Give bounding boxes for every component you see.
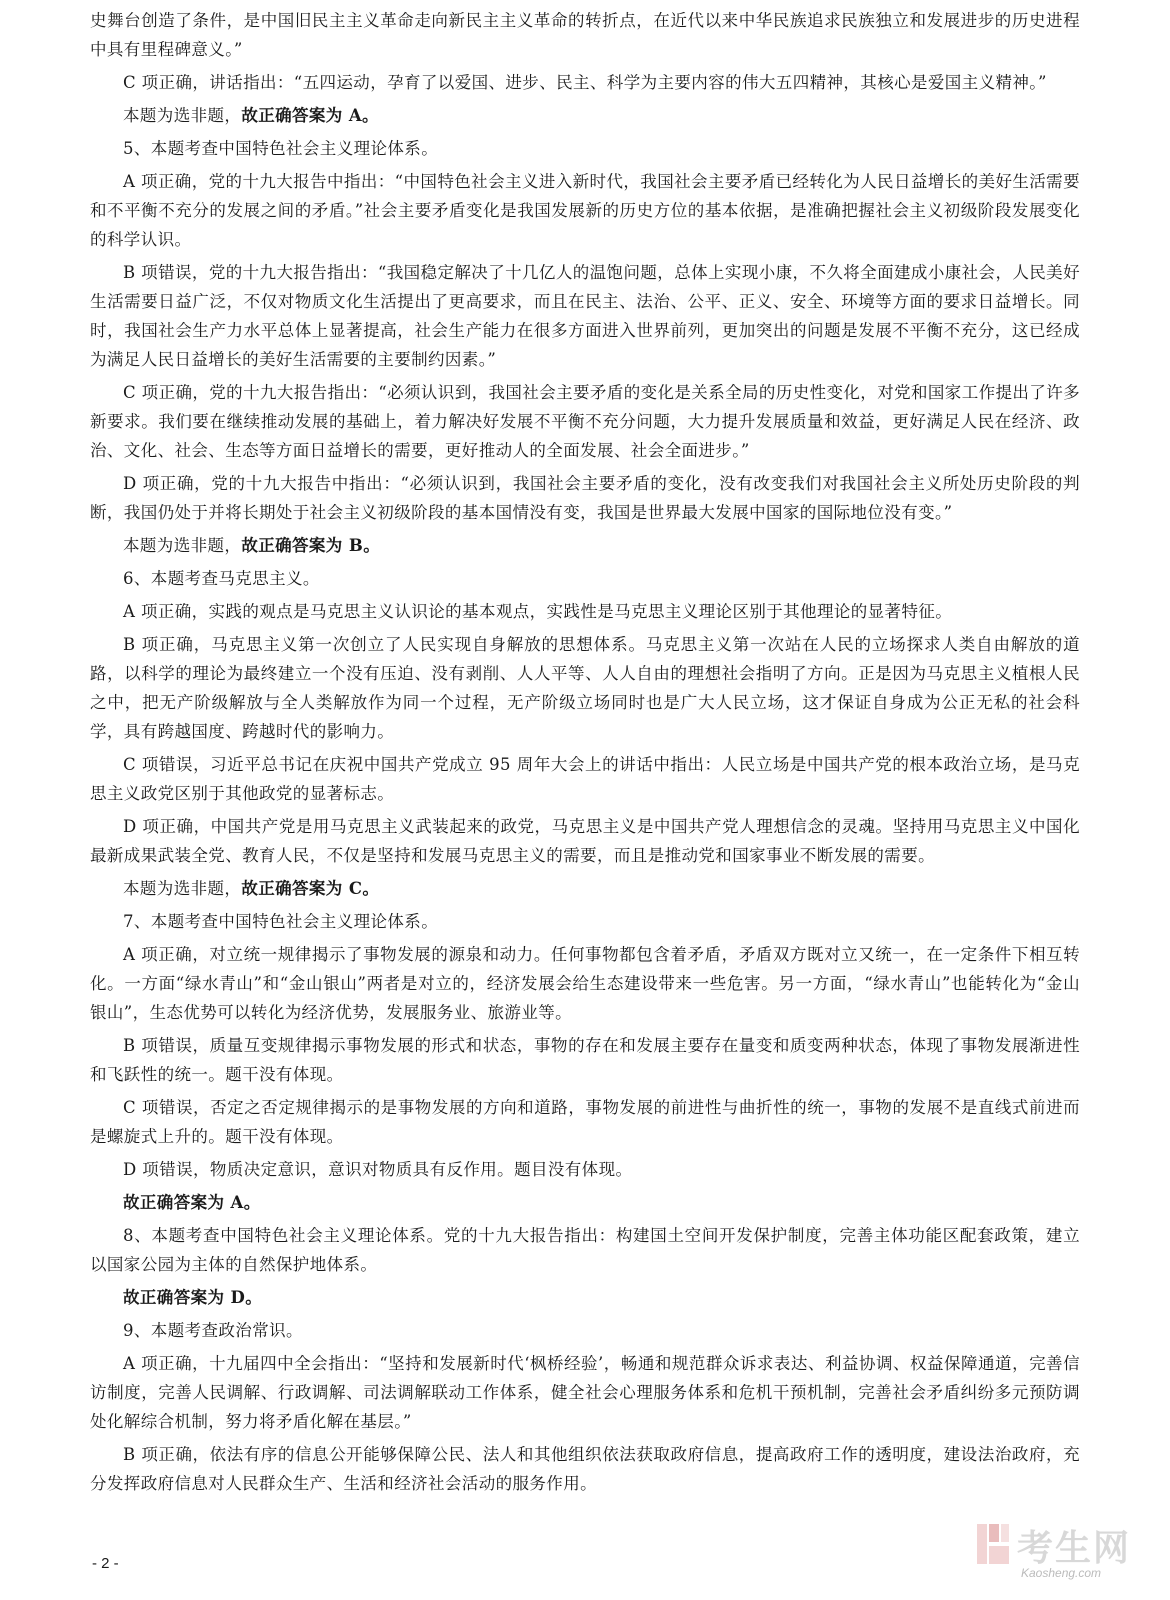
paragraph: [90, 1155, 1080, 1184]
paragraph-text: C 项正确，党的十九大报告指出：“必须认识到，我国社会主要矛盾的变化是关系全局的历史性变化，对党和国家工作提出了许多新要求。我们要在继续推动发展的基础上，着力解决好发展不平衡不充分问题，大力提升发展质量和效益，更好满足人民在经济、政治、文化、社会、生态等方面日益增长的需要，更好推动人的全面发展、社会全面进步。”: [90, 383, 1081, 460]
paragraph-text: C 项正确，讲话指出：“五四运动，孕育了以爱国、进步、民主、科学为主要内容的伟大五四精神，其核心是爱国主义精神。”: [123, 73, 1047, 92]
paragraph: [90, 874, 1080, 903]
paragraph-text: B 项正确，马克思主义第一次创立了人民实现自身解放的思想体系。马克思主义第一次站在人民的立场探求人类自由解放的道路，以科学的理论为最终建立一个没有压迫、没有剥削、人人平等、人人自由的理想社会指明了方向。正是因为马克思主义植根人民之中，把无产阶级解放与全人类解放作为同一个过程，无产阶级立场同时也是广大人民立场，这才保证自身成为公正无私的社会科学，具有跨越国度、跨越时代的影响力。: [90, 635, 1080, 741]
document-body: [90, 6, 1080, 1502]
page-number: - 2 -: [92, 1555, 119, 1572]
paragraph: [90, 134, 1080, 163]
paragraph-text: D 项正确，中国共产党是用马克思主义武装起来的政党，马克思主义是中国共产党人理想信念的灵魂。坚持用马克思主义中国化最新成果武装全党、教育人民，不仅是坚持和发展马克思主义的需要，而且是推动党和国家事业不断发展的需要。: [90, 817, 1080, 865]
paragraph-text: D 项错误，物质决定意识，意识对物质具有反作用。题目没有体现。: [123, 1160, 633, 1179]
paragraph: [90, 101, 1080, 130]
paragraph-text: 8、本题考查中国特色社会主义理论体系。党的十九大报告指出：构建国土空间开发保护制度，完善主体功能区配套政策，建立以国家公园为主体的自然保护地体系。: [90, 1226, 1080, 1274]
paragraph-text: 史舞台创造了条件，是中国旧民主主义革命走向新民主主义革命的转折点，在近代以来中华民族追求民族独立和发展进步的历史进程中具有里程碑意义。”: [90, 11, 1080, 59]
paragraph-text: A 项正确，党的十九大报告中指出：“中国特色社会主义进入新时代，我国社会主要矛盾已经转化为人民日益增长的美好生活需要和不平衡不充分的发展之间的矛盾。”社会主要矛盾变化是我国发展新的历史方位的基本依据，是准确把握社会主义初级阶段发展变化的科学认识。: [90, 172, 1080, 249]
paragraph: [90, 597, 1080, 626]
paragraph: [90, 750, 1080, 808]
answer-text: 故正确答案为 D。: [123, 1288, 263, 1307]
paragraph-text: 5、本题考查中国特色社会主义理论体系。: [123, 139, 439, 158]
paragraph-text: 6、本题考查马克思主义。: [123, 569, 320, 588]
paragraph: [90, 469, 1080, 527]
paragraph: [90, 167, 1080, 254]
paragraph-text: 本题为选非题，: [123, 879, 242, 898]
paragraph-text: D 项正确，党的十九大报告中指出：“必须认识到，我国社会主要矛盾的变化，没有改变我们对我国社会主义所处历史阶段的判断，我国仍处于并将长期处于社会主义初级阶段的基本国情没有变，我国是世界最大发展中国家的国际地位没有变。”: [90, 474, 1080, 522]
paragraph: [90, 940, 1080, 1027]
paragraph: [90, 812, 1080, 870]
paragraph-text: B 项错误，质量互变规律揭示事物发展的形式和状态，事物的存在和发展主要存在量变和质变两种状态，体现了事物发展渐进性和飞跃性的统一。题干没有体现。: [90, 1036, 1080, 1084]
paragraph-text: A 项正确，对立统一规律揭示了事物发展的源泉和动力。任何事物都包含着矛盾，矛盾双方既对立又统一，在一定条件下相互转化。一方面“绿水青山”和“金山银山”两者是对立的，经济发展会给生态建设带来一些危害。另一方面，“绿水青山”也能转化为“金山银山”，生态优势可以转化为经济优势，发展服务业、旅游业等。: [90, 945, 1080, 1022]
paragraph: [90, 564, 1080, 593]
paragraph-text: C 项错误，习近平总书记在庆祝中国共产党成立 95 周年大会上的讲话中指出：人民立场是中国共产党的根本政治立场，是马克思主义政党区别于其他政党的显著标志。: [90, 755, 1080, 803]
paragraph-text: A 项正确，十九届四中全会指出：“坚持和发展新时代‘枫桥经验’，畅通和规范群众诉求表达、利益协调、权益保障通道，完善信访制度，完善人民调解、行政调解、司法调解联动工作体系，健全社会心理服务体系和危机干预机制，完善社会矛盾纠纷多元预防调处化解综合机制，努力将矛盾化解在基层。”: [90, 1354, 1080, 1431]
paragraph: [90, 1188, 1080, 1217]
answer-text: 故正确答案为 A。: [123, 1193, 261, 1212]
paragraph: [90, 1316, 1080, 1345]
paragraph-text: A 项正确，实践的观点是马克思主义认识论的基本观点，实践性是马克思主义理论区别于其他理论的显著特征。: [123, 602, 953, 621]
answer-text: 故正确答案为 B。: [241, 536, 381, 555]
paragraph: [90, 630, 1080, 746]
paragraph: [90, 378, 1080, 465]
paragraph: [90, 1031, 1080, 1089]
paragraph-text: B 项正确，依法有序的信息公开能够保障公民、法人和其他组织依法获取政府信息，提高政府工作的透明度，建设法治政府，充分发挥政府信息对人民群众生产、生活和经济社会活动的服务作用。: [90, 1445, 1080, 1493]
paragraph: [90, 6, 1080, 64]
paragraph: [90, 1440, 1080, 1498]
watermark-name: 考生网: [1017, 1528, 1132, 1569]
paragraph: [90, 907, 1080, 936]
paragraph-text: 本题为选非题，: [123, 106, 242, 125]
paragraph-text: 9、本题考查政治常识。: [123, 1321, 303, 1340]
answer-text: 故正确答案为 C。: [241, 879, 380, 898]
paragraph: [90, 1349, 1080, 1436]
paragraph: [90, 1283, 1080, 1312]
paragraph: [90, 1093, 1080, 1151]
paragraph: [90, 258, 1080, 374]
paragraph-text: 本题为选非题，: [123, 536, 242, 555]
paragraph-text: C 项错误，否定之否定规律揭示的是事物发展的方向和道路，事物发展的前进性与曲折性的统一，事物的发展不是直线式前进而是螺旋式上升的。题干没有体现。: [90, 1098, 1080, 1146]
watermark-url: Kaosheng.com: [1021, 1566, 1102, 1580]
paragraph: [90, 68, 1080, 97]
paragraph: [90, 1221, 1080, 1279]
paragraph-text: 7、本题考查中国特色社会主义理论体系。: [123, 912, 439, 931]
answer-text: 故正确答案为 A。: [241, 106, 379, 125]
watermark: [975, 1518, 1135, 1588]
paragraph-text: B 项错误，党的十九大报告指出：“我国稳定解决了十几亿人的温饱问题，总体上实现小康，不久将全面建成小康社会，人民美好生活需要日益广泛，不仅对物质文化生活提出了更高要求，而且在民主、法治、公平、正义、安全、环境等方面的要求日益增长。同时，我国社会生产力水平总体上显著提高，社会生产能力在很多方面进入世界前列，更加突出的问题是发展不平衡不充分，这已经成为满足人民日益增长的美好生活需要的主要制约因素。”: [90, 263, 1080, 369]
paragraph: [90, 531, 1080, 560]
kaosheng-logo-icon: [975, 1522, 1011, 1566]
